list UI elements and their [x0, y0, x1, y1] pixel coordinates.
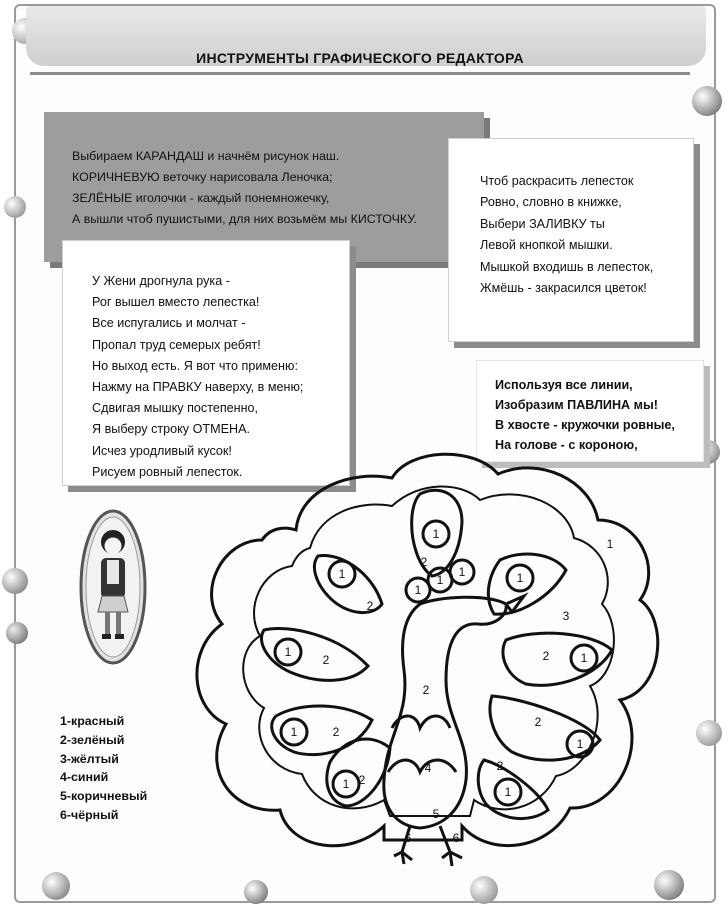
zone-number: 1	[436, 573, 444, 587]
zone-number: 1	[606, 537, 614, 551]
legend-item: 4-синий	[60, 770, 109, 785]
peacock-body-scallops	[388, 760, 456, 772]
peacock-neck	[384, 597, 506, 828]
poem-line: Изобразим ПАВЛИНА мы!	[495, 398, 658, 412]
zone-number: 3	[562, 609, 570, 623]
poem-line: Мышкой входишь в лепесток,	[480, 259, 654, 274]
poem-line: Используя все линии,	[495, 378, 633, 392]
zone-number: 1	[516, 571, 524, 585]
zone-number: 5	[432, 807, 440, 821]
zone-number: 1	[504, 785, 512, 799]
zone-number: 1	[458, 565, 466, 579]
feather	[262, 629, 368, 681]
poem-line: В хвосте - кружочки ровные,	[495, 418, 675, 432]
zone-number: 2	[332, 725, 340, 739]
feather	[478, 760, 548, 819]
feather	[272, 706, 372, 755]
zone-number: 2	[322, 653, 330, 667]
poem-line: Пропал труд семерых ребят!	[92, 337, 261, 352]
zone-number: 1	[338, 567, 346, 581]
poem-line: Выбираем КАРАНДАШ и начнём рисунок наш.	[72, 149, 340, 163]
poem-line: Исчез уродливый кусок!	[92, 443, 232, 458]
zone-number: 6	[452, 831, 460, 845]
poem-line: Чтоб раскрасить лепесток	[480, 174, 634, 188]
poem-line: Жмёшь - закрасился цветок!	[480, 281, 647, 296]
zone-number: 1	[576, 737, 584, 751]
poem-line: Ровно, словно в книжке,	[480, 195, 622, 210]
poem-line: Сдвигая мышку постепенно,	[92, 401, 259, 416]
poem-line: Я выберу строку ОТМЕНА.	[92, 422, 250, 437]
poem-line: У Жени дрогнула рука -	[92, 274, 230, 288]
zone-number: 2	[496, 759, 504, 773]
zone-number: 2	[420, 555, 428, 569]
poem-line: Левой кнопкой мышки.	[480, 238, 613, 253]
zone-number: 1	[290, 725, 298, 739]
poem-line: ЗЕЛЁНЫЕ иголочки - каждый понемножечку,	[72, 191, 330, 205]
zone-number: 2	[366, 599, 374, 613]
legend-item: 3-жёлтый	[60, 751, 119, 766]
poem-line: Рог вышел вместо лепестка!	[92, 295, 260, 310]
legend-item: 6-чёрный	[60, 807, 119, 822]
legend-item: 1-красный	[60, 714, 125, 728]
zone-number: 1	[580, 651, 588, 665]
poem-line: А вышли чтоб пушистыми, для них возьмём мы КИСТОЧКУ.	[72, 212, 417, 226]
title-rule	[30, 72, 690, 75]
poem-line: Все испугались и молчат -	[92, 316, 246, 331]
zone-number: 2	[358, 773, 366, 787]
poem-line: КОРИЧНЕВУЮ веточку нарисовала Леночка;	[72, 170, 333, 184]
zone-number: 1	[414, 583, 422, 597]
feather	[490, 696, 600, 760]
zone-number: 6	[404, 831, 412, 845]
zone-number: 1	[342, 777, 350, 791]
zone-number: 2	[542, 649, 550, 663]
zone-number: 1	[432, 527, 440, 541]
zone-number: 2	[422, 683, 430, 697]
zone-number: 4	[424, 761, 432, 775]
zone-number: 1	[284, 645, 292, 659]
legend-item: 2-зелёный	[60, 732, 125, 747]
poem-line: Нажму на ПРАВКУ наверху, в меню;	[92, 380, 304, 395]
poem-line: Выбери ЗАЛИВКУ ты	[480, 216, 605, 231]
feather	[488, 554, 566, 614]
legend-item: 5-коричневый	[60, 789, 148, 804]
peacock-body-scallops	[392, 716, 450, 728]
poem-line: Рисуем ровный лепесток.	[92, 464, 243, 479]
zone-number: 2	[534, 715, 542, 729]
page-title: ИНСТРУМЕНТЫ ГРАФИЧЕСКОГО РЕДАКТОРА	[196, 50, 524, 66]
poem-line: На голове - с короною,	[495, 438, 638, 452]
poem-line: Но выход есть. Я вот что применю:	[92, 358, 298, 373]
